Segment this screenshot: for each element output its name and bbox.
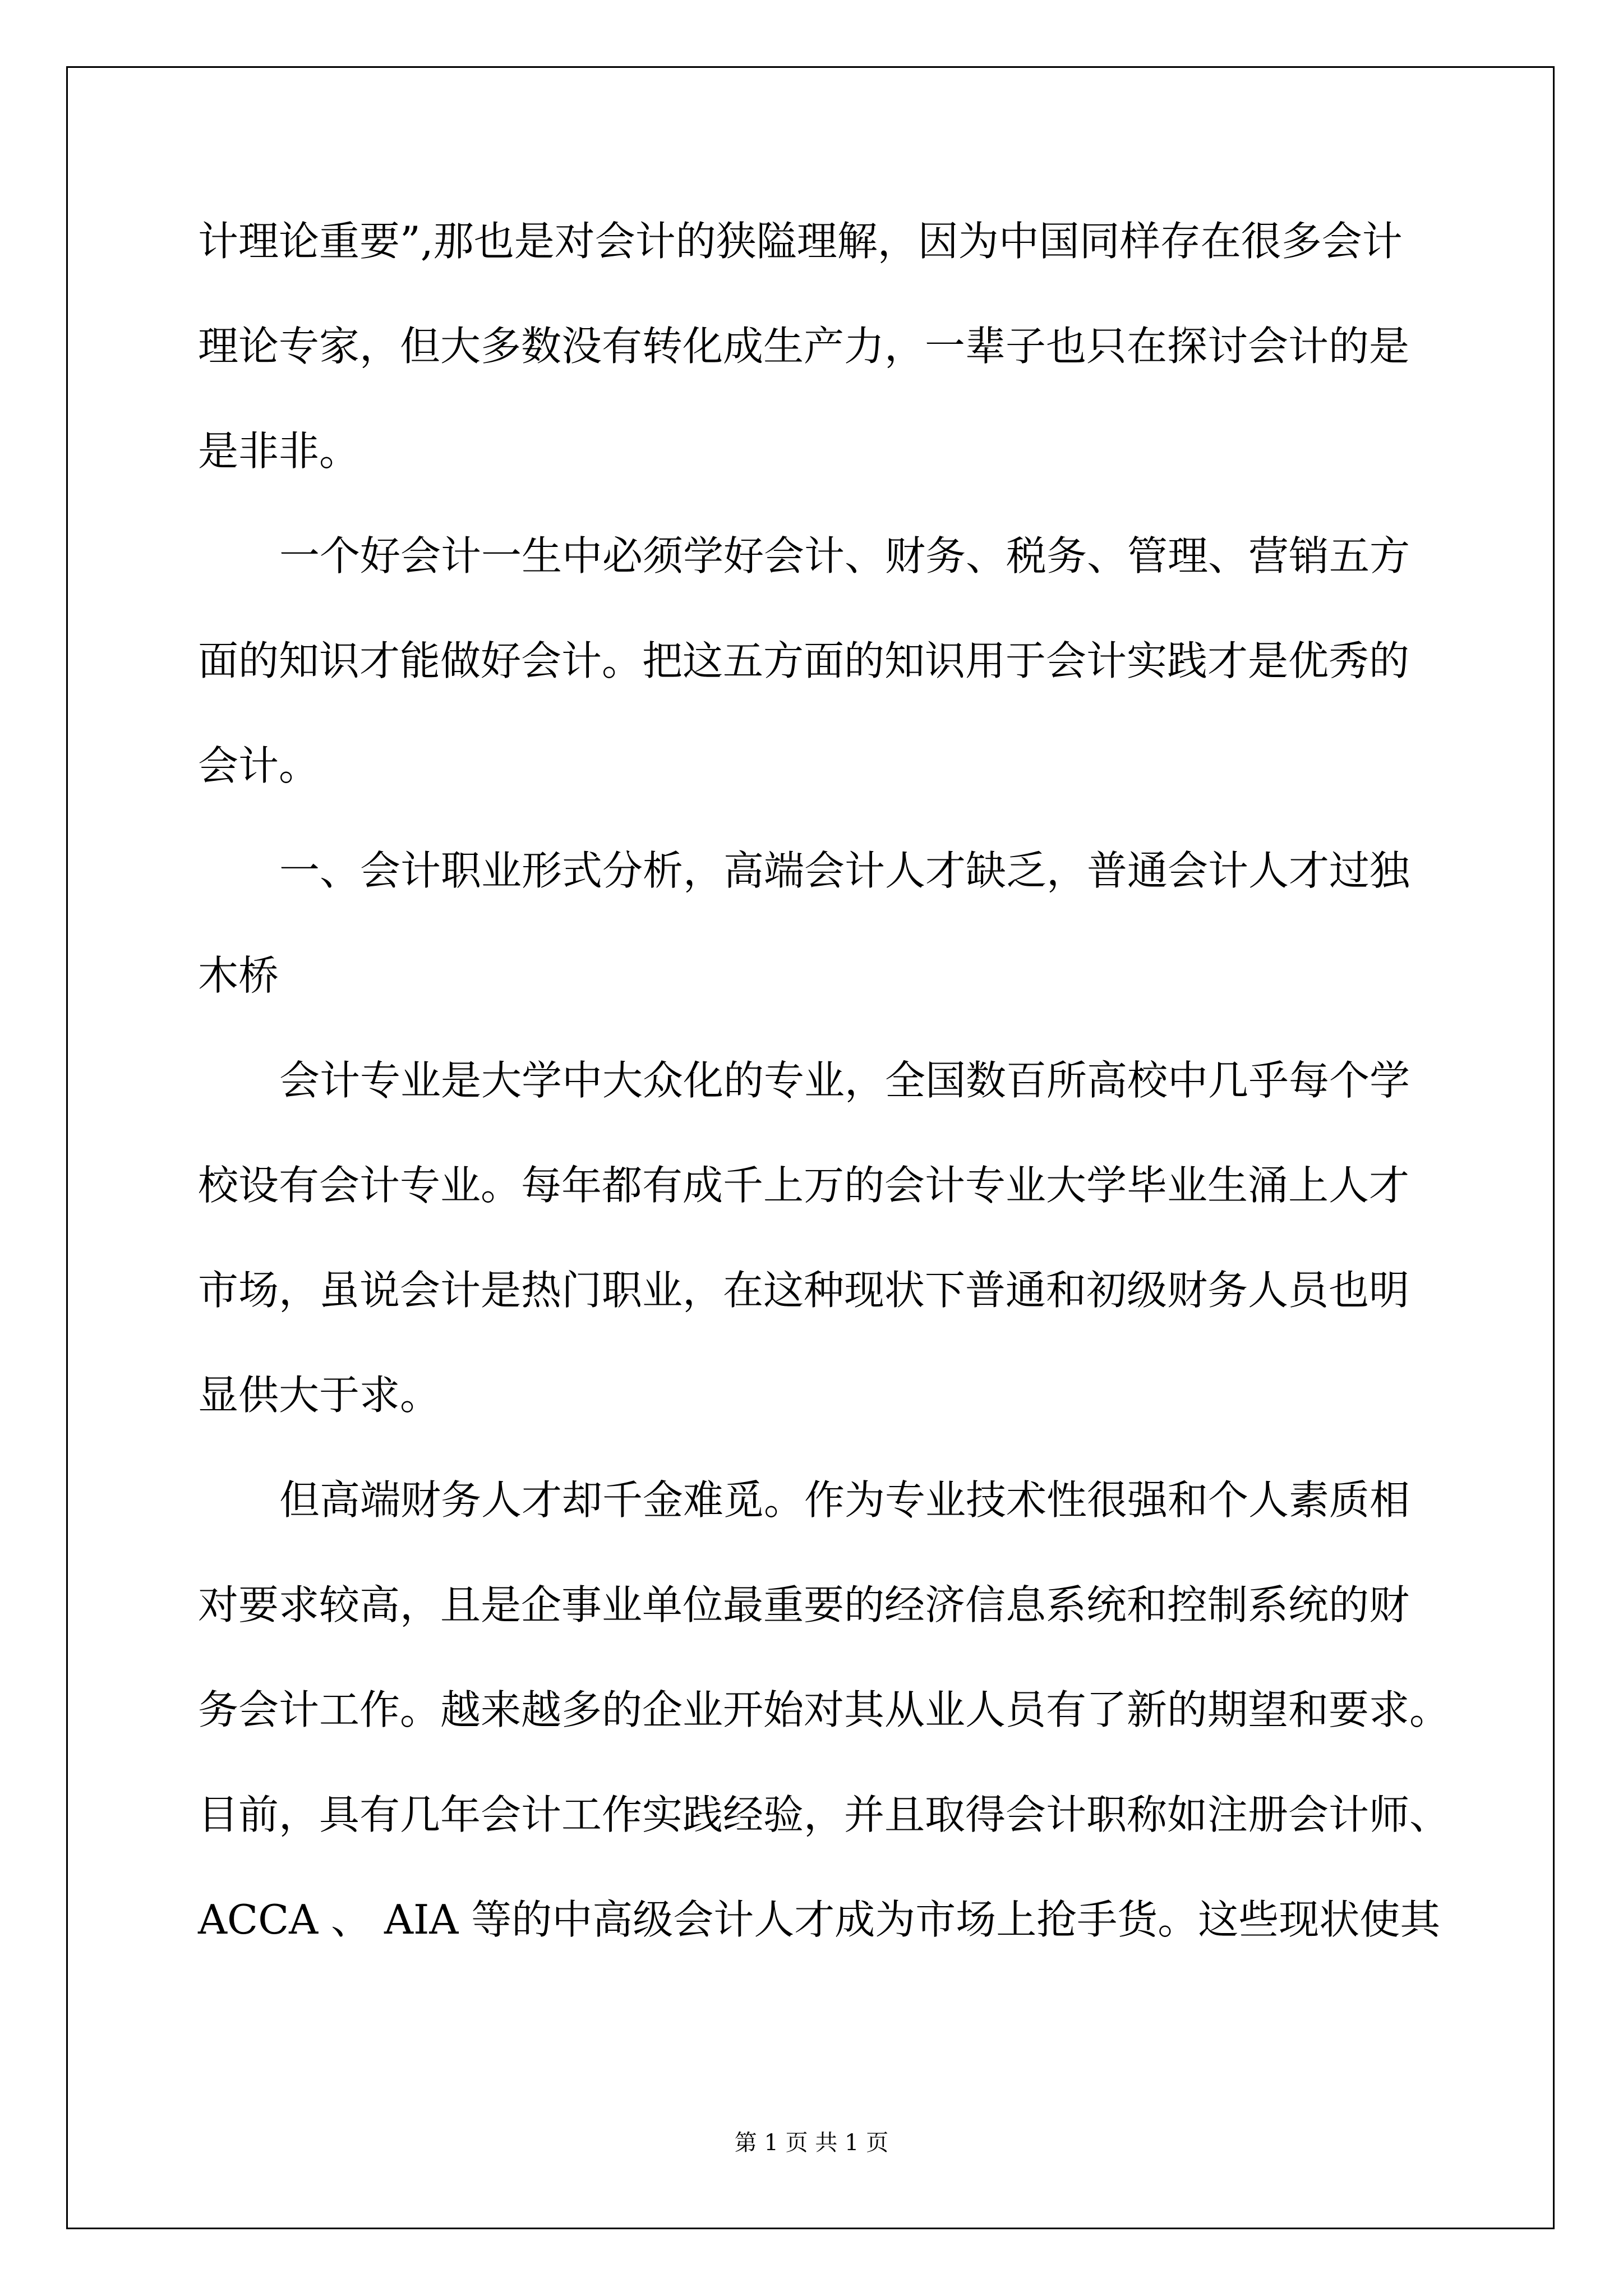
section-heading: 木桥 [198, 952, 279, 999]
text-line: 是非非。 [198, 427, 360, 475]
text-line: 校设有会计专业。每年都有成千上万的会计专业大学毕业生涌上人才 [198, 1162, 1410, 1209]
section-heading: 一、会计职业形式分析，高端会计人才缺乏，普通会计人才过独 [279, 847, 1410, 894]
text-line: 显供大于求。 [198, 1372, 441, 1419]
text-line: 目前，具有几年会计工作实践经验，并且取得会计职称如注册会计师、 [198, 1791, 1450, 1838]
text-line: 会计专业是大学中大众化的专业，全国数百所高校中几乎每个学 [279, 1057, 1410, 1104]
text-line: 一个好会计一生中必须学好会计、财务、税务、管理、营销五方 [279, 532, 1410, 579]
text-line: 但高端财务人才却千金难觅。作为专业技术性很强和个人素质相 [279, 1476, 1410, 1524]
text-line: 理论专家，但大多数没有转化成生产力，一辈子也只在探讨会计的是 [198, 323, 1410, 370]
text-line: 对要求较高，且是企事业单位最重要的经济信息系统和控制系统的财 [198, 1581, 1410, 1628]
text-line: 市场，虽说会计是热门职业，在这种现状下普通和初级财务人员也明 [198, 1267, 1410, 1314]
text-line: 会计。 [198, 742, 320, 789]
text-line: 计理论重要”,那也是对会计的狭隘理解，因为中国同样存在很多会计 [198, 218, 1403, 265]
text-line: 务会计工作。越来越多的企业开始对其从业人员有了新的期望和要求。 [198, 1686, 1450, 1733]
page-footer: 第 1 页 共 1 页 [734, 2130, 889, 2156]
text-line: 面的知识才能做好会计。把这五方面的知识用于会计实践才是优秀的 [198, 637, 1410, 684]
text-line: ACCA 、 AIA 等的中高级会计人才成为市场上抢手货。这些现状使其 [198, 1896, 1441, 1943]
